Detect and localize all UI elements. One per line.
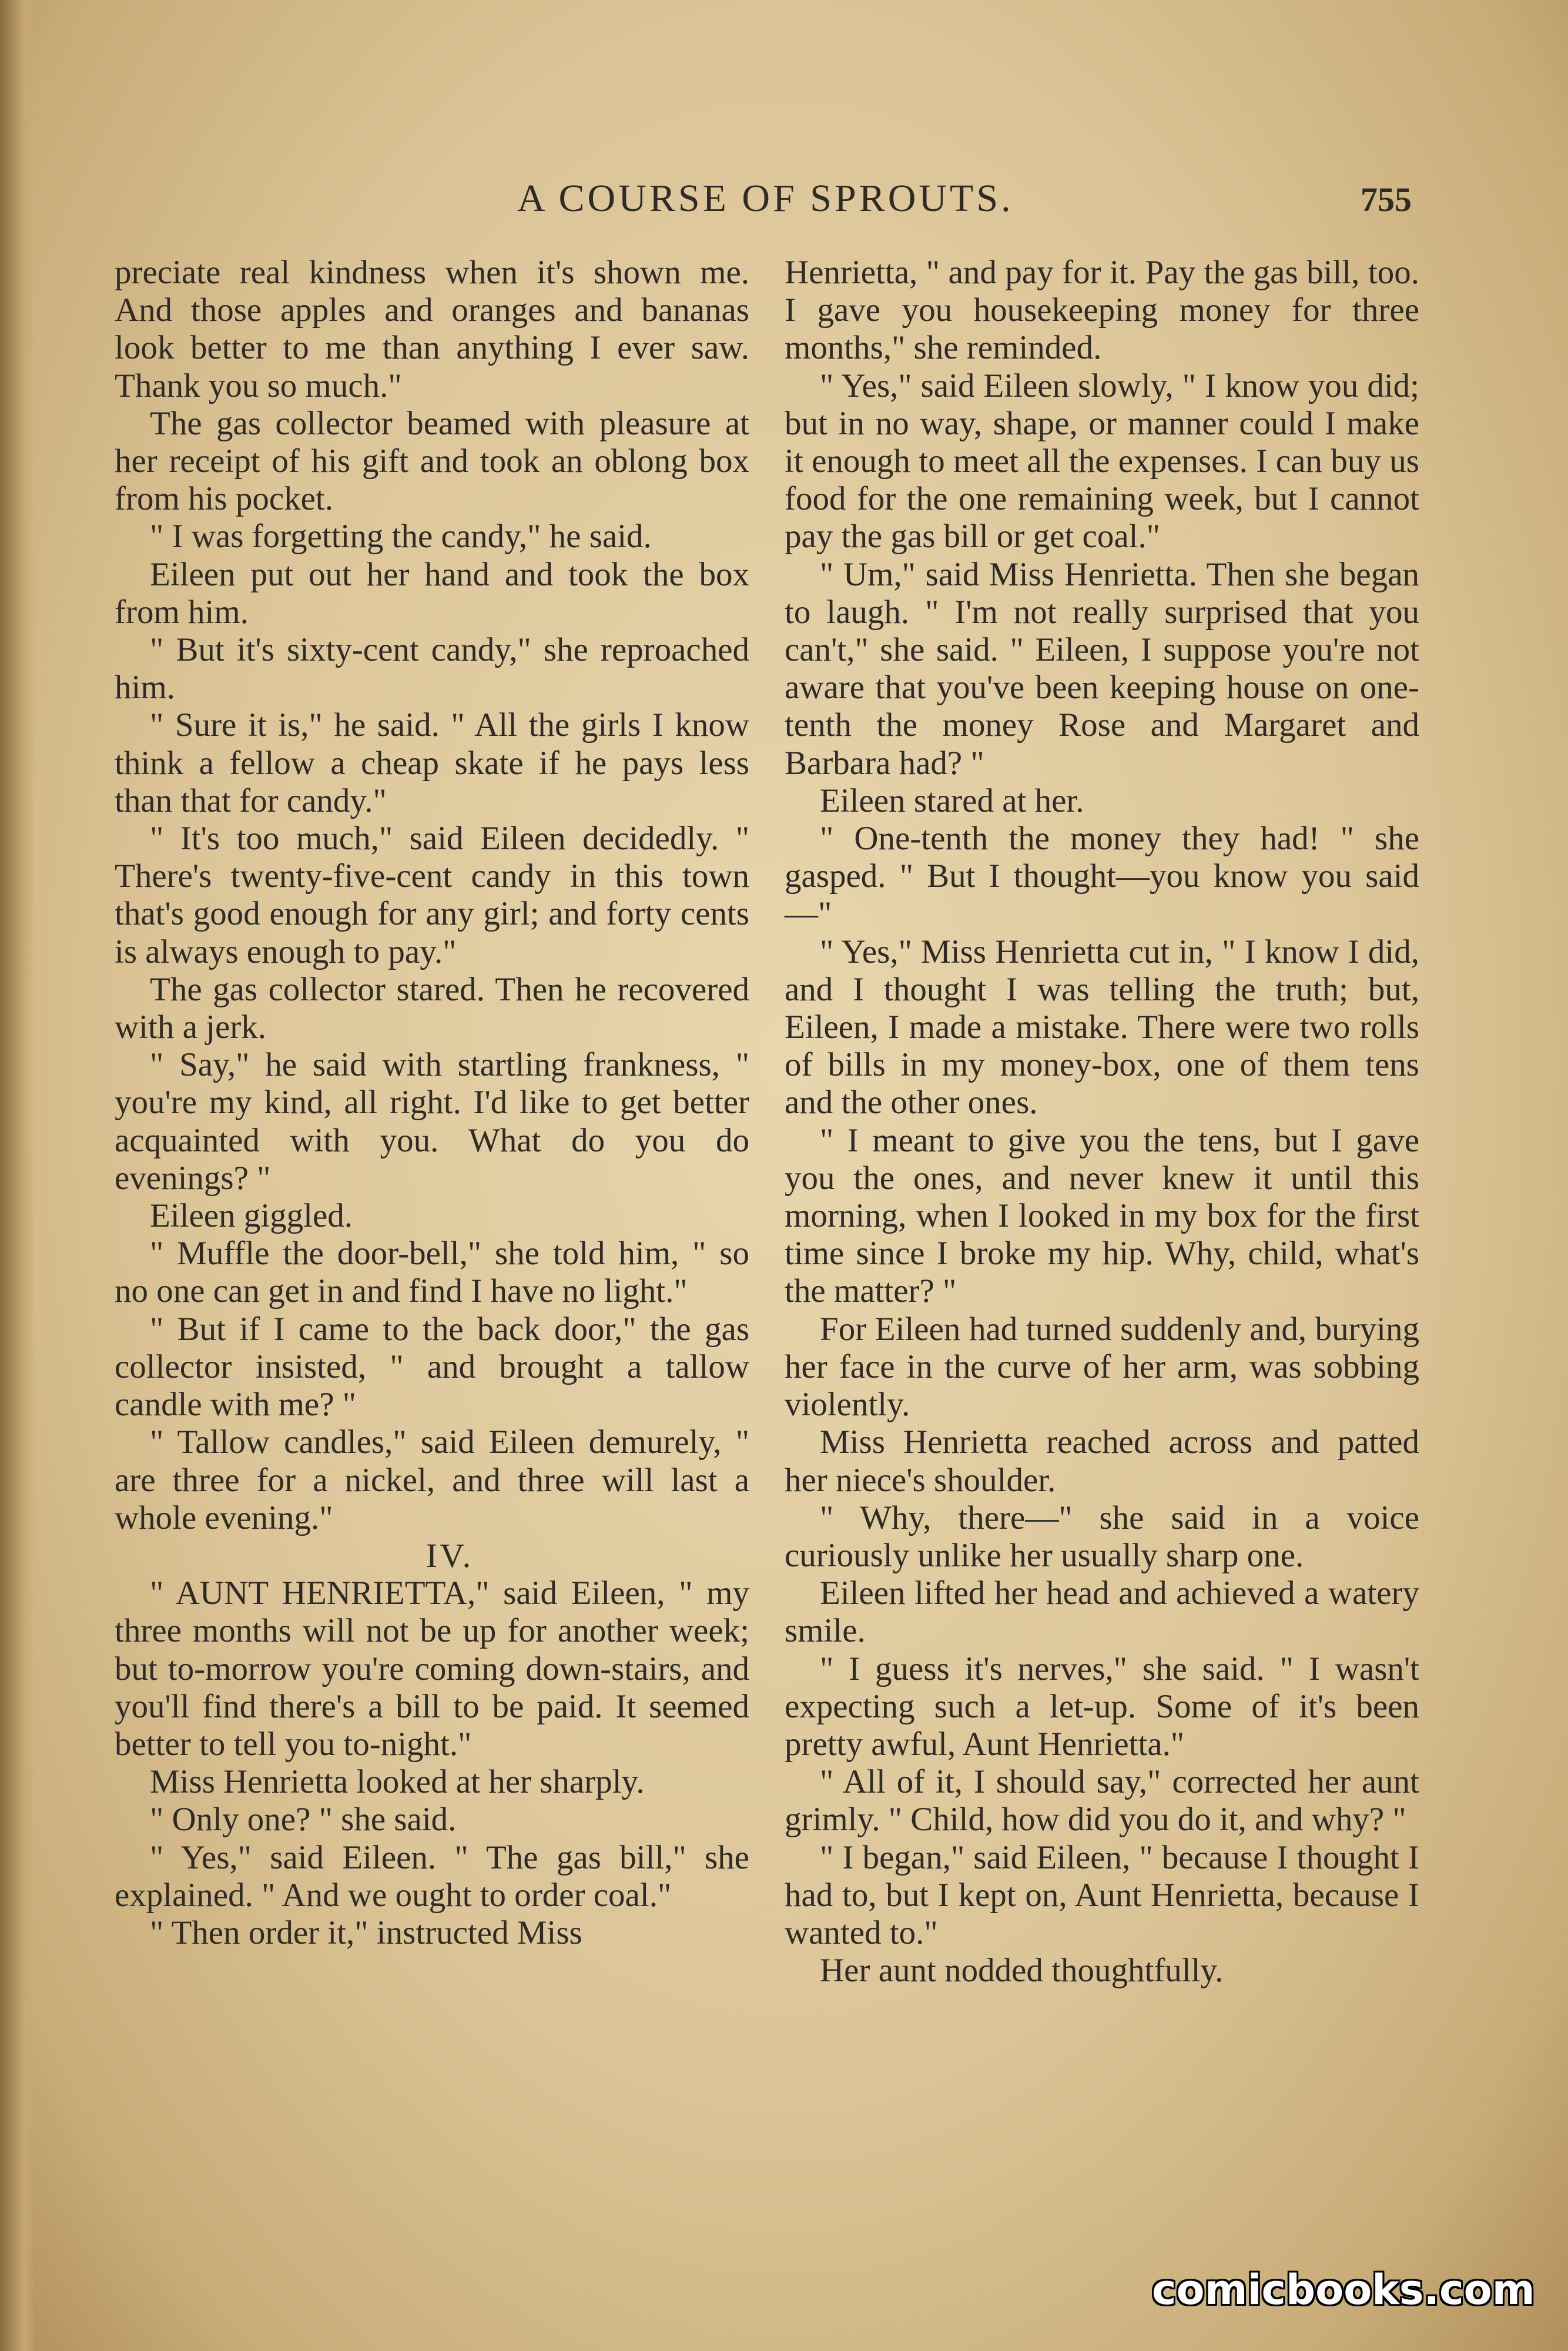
paragraph: Henrietta, " and pay for it. Pay the gas bill, too. I gave you housekeeping money for three months," she reminded. — [785, 254, 1419, 367]
site-watermark: comicbooks.com — [1152, 2266, 1535, 2314]
paragraph: " I began," said Eileen, " because I thought I had to, but I kept on, Aunt Henrietta, because I wanted to." — [785, 1838, 1419, 1951]
paragraph: " I was forgetting the candy," he said. — [150, 518, 652, 555]
running-title: A COURSE OF SPROUTS. — [517, 177, 1014, 220]
paragraph: " Say," he said with startling frankness, " you're my kind, all right. I'd like to get better acquainted with you. What do you do evenings? " — [115, 1046, 749, 1197]
paragraph: " Yes," Miss Henrietta cut in, " I know I did, and I thought I was telling the truth; but, Eileen, I made a mistake. There were two rolls of bills in my money-box, one of them tens and the other ones. — [785, 933, 1419, 1121]
paragraph: Her aunt nodded thoughtfully. — [820, 1952, 1224, 1990]
paragraph: " I guess it's nerves," she said. " I wasn't expecting such a let-up. Some of it's been pretty awful, Aunt Henrietta." — [785, 1650, 1419, 1763]
page-number: 755 — [1361, 180, 1412, 219]
paragraph: " Then order it," instructed Miss — [150, 1914, 582, 1951]
page-gutter-shadow — [0, 0, 35, 2351]
paragraph: Miss Henrietta reached across and patted her niece's shoulder. — [785, 1424, 1419, 1499]
paragraph: The gas collector stared. Then he recovered with a jerk. — [115, 970, 749, 1046]
right-text-column — [785, 254, 1419, 1990]
paragraph: " All of it, I should say," corrected her aunt grimly. " Child, how did you do it, and why? " — [785, 1763, 1419, 1838]
paragraph: " Um," said Miss Henrietta. Then she began to laugh. " I'm not really surprised that you can't," she said. " Eileen, I suppose you're not aware that you've been keeping house on one-tenth the money Rose and Margaret and Barbara had? " — [785, 555, 1419, 782]
paragraph: The gas collector beamed with pleasure at her receipt of his gift and took an oblong box from his pocket. — [115, 404, 749, 518]
paragraph: " Only one? " she said. — [150, 1801, 457, 1838]
paragraph: Eileen giggled. — [150, 1197, 353, 1235]
paragraph: " Yes," said Eileen. " The gas bill," she explained. " And we ought to order coal." — [115, 1838, 749, 1914]
left-text-column — [115, 254, 749, 1952]
section-heading: IV. — [425, 1536, 474, 1575]
paragraph: " Why, there—" she said in a voice curiously unlike her usually sharp one. — [785, 1499, 1419, 1574]
paragraph: Miss Henrietta looked at her sharply. — [150, 1763, 645, 1801]
paragraph: Eileen put out her hand and took the box from him. — [115, 555, 749, 631]
paragraph: " Muffle the door-bell," she told him, " so no one can get in and find I have no light." — [115, 1235, 749, 1310]
paragraph: " Yes," said Eileen slowly, " I know you did; but in no way, shape, or manner could I make it enough to meet all the expenses. I can buy us food for the one remaining week, but I cannot pay the gas bill or get coal." — [785, 367, 1419, 555]
paragraph: " But if I came to the back door," the gas collector insisted, " and brought a tallow candle with me? " — [115, 1310, 749, 1424]
paragraph: Eileen lifted her head and achieved a watery smile. — [785, 1575, 1419, 1650]
paragraph: preciate real kindness when it's shown me. And those apples and oranges and bananas look better to me than anything I ever saw. Thank you so much." — [115, 254, 749, 404]
paragraph: " But it's sixty-cent candy," she reproached him. — [115, 631, 749, 706]
paragraph: For Eileen had turned suddenly and, burying her face in the curve of her arm, was sobbing violently. — [785, 1310, 1419, 1424]
paragraph: " AUNT HENRIETTA," said Eileen, " my three months will not be up for another week; but to-morrow you're coming down-stairs, and you'll find there's a bill to be paid. It seemed better to tell you to-night." — [115, 1575, 749, 1763]
paragraph: " One-tenth the money they had! " she gasped. " But I thought—you know you said—" — [785, 820, 1419, 933]
page-header — [0, 176, 1568, 229]
paragraph: " It's too much," said Eileen decidedly. " There's twenty-five-cent candy in this town that's good enough for any girl; and forty cents is always enough to pay." — [115, 820, 749, 970]
paragraph: " Tallow candles," said Eileen demurely, " are three for a nickel, and three will last a whole evening." — [115, 1424, 749, 1536]
paragraph: " Sure it is," he said. " All the girls I know think a fellow a cheap skate if he pays less than that for candy." — [115, 706, 749, 819]
paragraph: " I meant to give you the tens, but I gave you the ones, and never knew it until this morning, when I looked in my box for the first time since I broke my hip. Why, child, what's the matter? " — [785, 1121, 1419, 1310]
paragraph: Eileen stared at her. — [820, 782, 1084, 819]
